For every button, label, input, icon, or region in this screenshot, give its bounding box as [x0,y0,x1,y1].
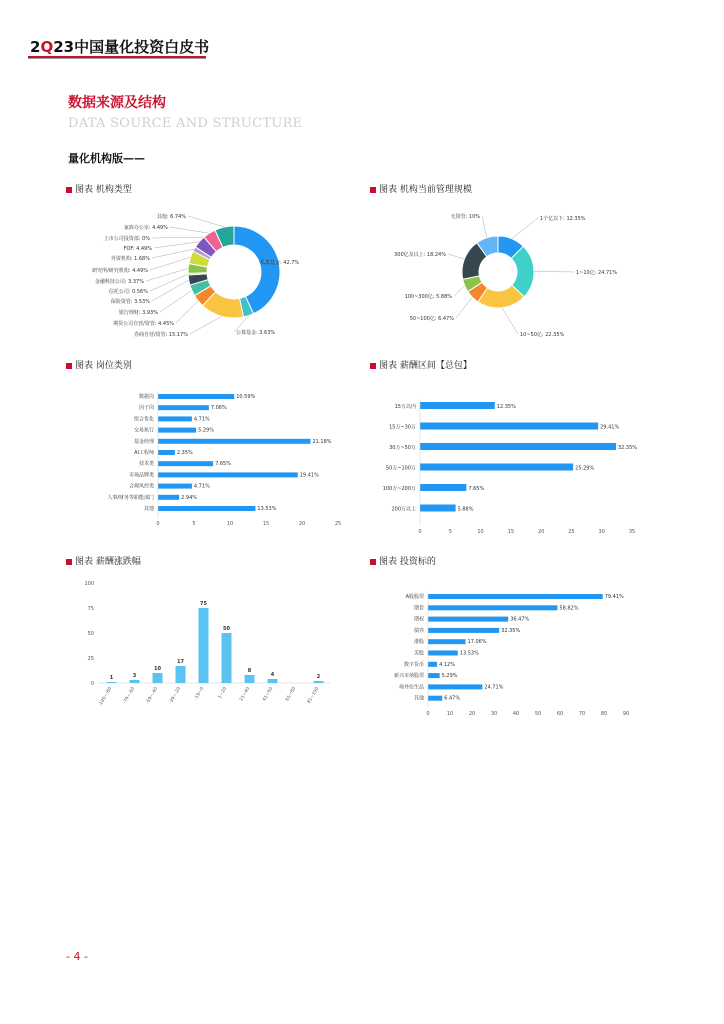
column [130,680,140,683]
bar [158,484,192,489]
chart-title-investment-targets: 图表 投资标的 [370,554,436,567]
slice-label: FOF: 4.49% [123,246,152,252]
red-square-icon [66,363,72,369]
chart-title-salary-change: 图表 薪酬涨跌幅 [66,554,141,567]
x-tick-label: 15 [262,521,270,528]
category-label: 30万~50万 [389,445,416,451]
x-tick-label: 10 [226,521,234,528]
title-rest: 23中国量化投资白皮书 [53,38,210,56]
section-title: 数据来源及结构 [68,95,166,111]
leader-line [154,242,199,248]
column-value-label: 3 [132,673,137,679]
bar-value-label: 7.65% [468,486,485,492]
category-label: 市场品牌类 [128,472,154,479]
bar-value-label: 10.59% [236,394,256,400]
bar [420,464,573,471]
category-label: 15万~30万 [389,424,416,431]
bar-value-label: 32.35% [501,627,521,634]
x-tick-label: 90 [622,711,630,717]
slice-label: 上市公司投资部: 0% [103,236,150,242]
slice-label: 其他: 6.74% [156,214,186,220]
x-tick-label: -59~-40 [145,686,160,706]
category-label: 基金经理 [133,438,154,445]
bar-value-label: 36.47% [510,616,530,623]
bar [158,394,234,399]
bar-value-label: 6.47% [444,695,461,702]
category-label: 组合优化 [133,416,154,423]
bar [158,495,179,500]
bar-value-label: 4.71% [193,483,210,490]
x-tick-label: 40 [512,711,520,717]
red-square-icon [66,187,72,193]
x-tick-label: 80 [600,711,608,717]
x-tick-label: 50 [534,711,542,717]
page-number: - 4 - [66,950,88,963]
x-tick-label: 20 [537,529,545,535]
bar [158,428,196,433]
column [107,682,117,683]
x-tick-label: 15 [507,529,515,535]
chart-title-salary-range: 图表 薪酬区间【总包】 [370,358,472,371]
leader-line [152,249,194,258]
slice-label: 1~10亿: 24.71% [576,270,618,276]
slice-label: 外资机构: 1.68% [110,256,150,262]
chart-title-aum-scale: 图表 机构当前管理规模 [370,182,472,195]
column [153,673,163,683]
document-title [30,36,209,57]
x-tick-label: 0 [418,529,422,535]
column [268,679,278,683]
x-tick-label: 30 [490,711,498,717]
x-tick-label: 30 [598,529,605,535]
x-tick-label: 10 [446,711,454,717]
slice-label: 300亿及以上: 18.24% [394,252,446,258]
slice-label: 10~50亿: 22.35% [520,332,565,338]
leader-line [482,216,487,238]
column-value-label: 17 [177,659,184,665]
bar [420,423,598,430]
column [245,675,255,683]
x-tick-label: 21~40 [239,686,252,703]
y-tick-label: 25 [87,656,94,662]
category-label: 数字货币 [403,661,424,668]
category-label: 港股 [413,639,424,646]
column [222,633,232,683]
bar-value-label: 7.65% [215,461,231,468]
section-subtitle: 量化机构版—— [68,152,145,165]
slice-label: 50~100亿: 6.47% [409,316,454,322]
bar-value-label: 29.41% [600,424,620,431]
x-tick-label: -39~-20 [168,686,183,706]
bar-value-label: 7.06% [210,405,227,412]
x-tick-label: -100~-80 [98,686,114,708]
red-square-icon [370,187,376,193]
x-tick-label: 1~20 [217,686,229,700]
category-label: 场外衍生品 [398,684,424,691]
bar [158,416,192,421]
y-tick-label: 0 [90,681,94,687]
bar-value-label: 4.12% [439,661,455,668]
category-label: 其他 [143,506,154,512]
slice-label: 1个亿以下: 12.35% [540,216,586,222]
red-square-icon [66,559,72,565]
slice-label: 100~300亿: 5.88% [404,294,452,300]
category-label: 15万以内 [394,404,416,410]
slice-label: 私募基金: 42.7% [260,260,300,266]
column-value-label: 4 [270,672,275,678]
bar [428,594,603,599]
x-tick-label: 10 [477,529,484,535]
investment-targets-bar-chart [370,572,660,732]
column-value-label: 8 [247,668,252,674]
column-value-label: 75 [200,601,207,607]
bar-value-label: 58.82% [559,605,579,612]
leader-line [454,286,465,296]
bar-value-label: 5.29% [441,673,458,680]
section-title-en: DATA SOURCE AND STRUCTURE [68,116,303,131]
leader-line [502,308,518,334]
slice-label: 信托公司: 0.56% [108,289,148,295]
slice-label: 家族办公室: 4.49% [123,225,168,231]
bar-value-label: 5.88% [457,506,474,513]
category-label: A股股票 [405,594,424,600]
salary-range-bar-chart [370,378,660,548]
x-tick-label: 20 [468,711,476,717]
column-value-label: 1 [109,675,114,681]
bar [158,461,213,466]
x-tick-label: 81~100 [306,686,321,705]
bar [428,628,499,633]
bar-value-label: 24.71% [484,684,504,691]
category-label: 50万~100万 [385,465,416,472]
bar [158,506,255,511]
title-q: Q [40,38,54,56]
bar [428,605,557,610]
leader-line [456,297,472,318]
slice-label: 银行理财: 3.93% [118,310,158,316]
bar [428,651,458,656]
category-label: 200万以上 [391,506,416,513]
leader-line [152,280,189,301]
bar [428,673,440,678]
title-prefix: 2 [30,38,41,56]
category-label: 交易执行 [133,427,154,434]
category-label: AI工程师 [134,450,154,456]
category-label: 技术类 [138,461,154,468]
leader-line [150,274,188,291]
y-tick-label: 75 [87,606,94,612]
bar [428,662,437,667]
x-tick-label: 25 [334,521,342,528]
x-tick-label: 0 [156,521,160,528]
bar-value-label: 79.41% [604,594,624,600]
bar-value-label: 12.35% [496,404,516,410]
leader-line [146,268,188,281]
column-value-label: 50 [223,626,230,632]
x-tick-label: -79~-60 [122,686,137,706]
bar [158,450,175,455]
category-label: 美股 [413,650,424,657]
bar-value-label: 19.41% [299,472,319,479]
column-value-label: 2 [316,674,321,680]
bar [158,472,298,477]
slice-label: 金融科技公司: 3.37% [94,279,144,285]
title-underline-gray [28,58,206,59]
leader-line [150,257,190,270]
bar [420,505,456,512]
bar-value-label: 25.29% [575,465,595,472]
bar [420,402,495,409]
x-tick-label: 70 [578,711,586,717]
aum-scale-donut-chart [370,200,660,350]
category-label: 债券 [413,627,424,634]
leader-line [176,301,198,323]
leader-line [190,316,222,334]
column [314,681,324,683]
column-value-label: 10 [154,666,161,672]
leader-line [152,237,204,238]
column [176,666,186,683]
chart-title-position-type: 图表 岗位类别 [66,358,132,371]
category-label: 人事/财务等职能部门 [107,494,154,501]
slice-label: 公募基金: 3.63% [236,330,276,336]
bar [420,484,466,491]
slice-label: 研究所/研究机构: 4.49% [92,268,148,274]
bar-value-label: 5.29% [198,427,214,434]
slice-label: 期货公司自营/资管: 4.45% [113,321,174,327]
x-tick-label: 5 [448,529,452,535]
x-tick-label: 5 [192,521,196,528]
bar [158,439,310,444]
chart-title-institution-type: 图表 机构类型 [66,182,132,195]
y-tick-label: 50 [87,631,94,637]
position-type-bar-chart [66,378,356,548]
bar-value-label: 32.35% [617,445,638,451]
bar-value-label: 2.94% [181,494,198,501]
slice-label: 无资管: 10% [450,214,480,220]
bar-value-label: 4.71% [193,416,210,423]
category-label: 期权 [413,616,424,623]
bar [428,684,482,689]
column [199,608,209,683]
bar-value-label: 2.35% [176,450,193,456]
bar [428,617,508,622]
institution-type-donut-chart [66,200,356,350]
x-tick-label: -19~0 [193,686,206,702]
x-tick-label: 41~60 [262,686,275,703]
slice-label: 保险资管: 3.53% [110,299,150,305]
category-label: 数据岗 [138,394,154,400]
slice-label: 券商自营/资管: 15.17% [133,332,188,338]
x-tick-label: 35 [628,529,636,535]
x-tick-label: 60 [556,711,564,717]
red-square-icon [370,559,376,565]
salary-change-column-chart [66,572,356,722]
bar [428,639,466,644]
leader-line [188,216,224,227]
x-tick-label: 20 [298,521,306,528]
bar-value-label: 13.53% [257,506,277,512]
leader-line [512,218,538,239]
category-label: 合规风控类 [128,483,154,490]
leader-line [448,254,464,259]
category-label: 100万~200万 [382,486,416,492]
bar-value-label: 17.06% [467,639,487,646]
bar-value-label: 13.53% [459,650,479,657]
category-label: 期货 [413,605,424,612]
bar [158,405,209,410]
x-tick-label: 25 [568,529,575,535]
category-label: 其他 [413,695,424,702]
x-tick-label: 61~80 [285,686,298,703]
y-tick-label: 100 [84,581,94,587]
bar-value-label: 21.18% [312,438,332,445]
leader-line [534,271,574,272]
x-tick-label: 0 [426,711,430,717]
bar [420,443,616,450]
category-label: 新兴市场股票 [393,673,424,680]
red-square-icon [370,363,376,369]
category-label: 因子岗 [138,405,154,412]
leader-line [170,227,209,233]
bar [428,696,442,701]
